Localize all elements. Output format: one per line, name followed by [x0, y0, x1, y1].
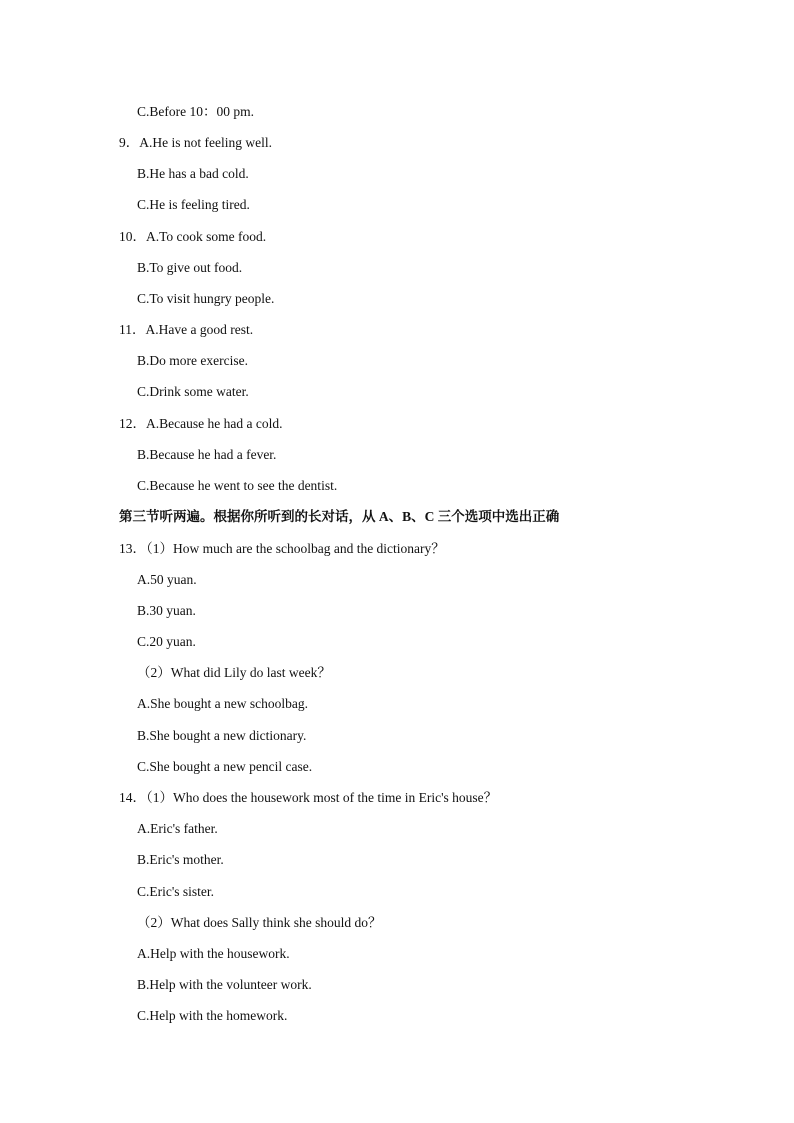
option-13-2c: C.She bought a new pencil case. [137, 759, 313, 774]
option-14-1b: B.Eric's mother. [137, 852, 224, 867]
question-10: 10．A.To cook some food. [119, 229, 267, 244]
option-13-2a: A.She bought a new schoolbag. [137, 696, 308, 711]
option-13-1c: C.20 yuan. [137, 634, 196, 649]
section-heading: 第三节听两遍。根据你所听到的长对话，从 A、B、C 三个选项中选出正确 [119, 509, 560, 524]
option-10c: C.To visit hungry people. [137, 291, 275, 306]
option-13-1b: B.30 yuan. [137, 603, 196, 618]
option-12b: B.Because he had a fever. [137, 447, 277, 462]
option-12c: C.Because he went to see the dentist. [137, 478, 338, 493]
question-12: 12．A.Because he had a cold. [119, 416, 283, 431]
question-9: 9．A.He is not feeling well. [119, 135, 272, 150]
question-14-2: （2）What does Sally think she should do？ [137, 915, 382, 930]
option-13-1a: A.50 yuan. [137, 572, 197, 587]
option-14-2a: A.Help with the housework. [137, 946, 290, 961]
option-8c: C.Before 10：00 pm. [137, 104, 254, 119]
question-13-2: （2）What did Lily do last week？ [137, 665, 331, 680]
option-10b: B.To give out food. [137, 260, 243, 275]
option-9c: C.He is feeling tired. [137, 197, 250, 212]
option-14-1a: A.Eric's father. [137, 821, 218, 836]
question-13-1: 13．（1）How much are the schoolbag and the dictionary？ [119, 541, 445, 556]
option-14-2c: C.Help with the homework. [137, 1008, 288, 1023]
option-11b: B.Do more exercise. [137, 353, 248, 368]
option-14-2b: B.Help with the volunteer work. [137, 977, 312, 992]
option-14-1c: C.Eric's sister. [137, 884, 215, 899]
option-13-2b: B.She bought a new dictionary. [137, 728, 307, 743]
option-9b: B.He has a bad cold. [137, 166, 249, 181]
question-14-1: 14．（1）Who does the housework most of the time in Eric's house？ [119, 790, 498, 805]
option-11c: C.Drink some water. [137, 384, 249, 399]
question-11: 11．A.Have a good rest. [119, 322, 254, 337]
